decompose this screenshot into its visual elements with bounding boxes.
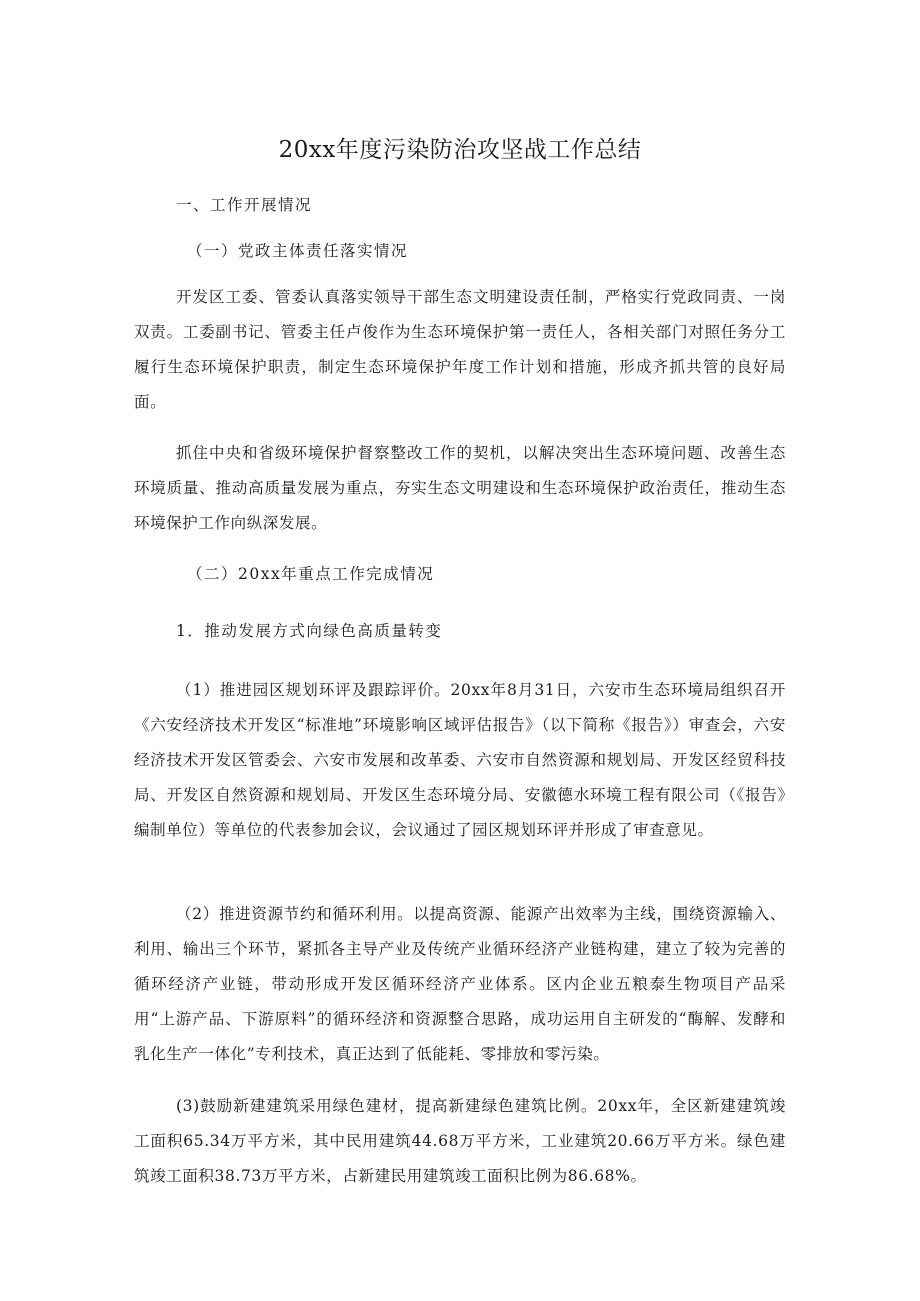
subsection-heading-key-work: （二）20xx年重点工作完成情况 <box>187 565 435 583</box>
paragraph-green-building: (3)鼓励新建建筑采用绿色建材，提高新建绿色建筑比例。20xx年，全区新建建筑竣工面积65.34万平方米，其中民用建筑44.68万平方米，工业建筑20.66万平方米。绿色建筑竣工面积38.73万平方米，占新建民用建筑竣工面积比例为86.68%。 <box>134 1097 786 1185</box>
document-title: 20xx年度污染防治攻坚战工作总结 <box>278 137 642 163</box>
item-heading-green-development: 1．推动发展方式向绿色高质量转变 <box>176 622 443 640</box>
subsection-heading-party-responsibility: （一）党政主体责任落实情况 <box>187 242 409 260</box>
paragraph-inspection-rectification: 抓住中央和省级环境保护督察整改工作的契机，以解决突出生态环境问题、改善生态环境质量、推动高质量发展为重点，夯实生态文明建设和生态环境保护政治责任，推动生态环境保护工作向纵深发展。 <box>134 444 786 532</box>
paragraph-planning-eia: （1）推进园区规划环评及跟踪评价。20xx年8月31日，六安市生态环境局组织召开《六安经济技术开发区“标准地”环境影响区域评估报告》（以下简称《报告》）审查会，六安经济技术开发区管委会、六安市发展和改革委、六安市自然资源和规划局、开发区经贸科技局、开发区自然资源和规划局、开发区生态环境分局、安徽德水环境工程有限公司（《报告》编制单位）等单位的代表参加会议，会议通过了园区规划环评并形成了审查意见。 <box>134 681 786 839</box>
paragraph-resource-recycling: （2）推进资源节约和循环利用。以提高资源、能源产出效率为主线，围绕资源输入、利用、输出三个环节，紧抓各主导产业及传统产业循环经济产业链构建，建立了较为完善的循环经济产业链，带动形成开发区循环经济产业体系。区内企业五粮泰生物项目产品采用“上游产品、下游原料”的循环经济和资源整合思路，成功运用自主研发的“酶解、发酵和乳化生产一体化”专利技术，真正达到了低能耗、零排放和零污染。 <box>134 905 786 1063</box>
paragraph-party-responsibility: 开发区工委、管委认真落实领导干部生态文明建设责任制，严格实行党政同责、一岗双责。工委副书记、管委主任卢俊作为生态环境保护第一责任人，各相关部门对照任务分工履行生态环境保护职责，制定生态环境保护年度工作计划和措施，形成齐抓共管的良好局面。 <box>134 288 786 411</box>
section-heading-work-progress: 一、工作开展情况 <box>176 196 313 214</box>
